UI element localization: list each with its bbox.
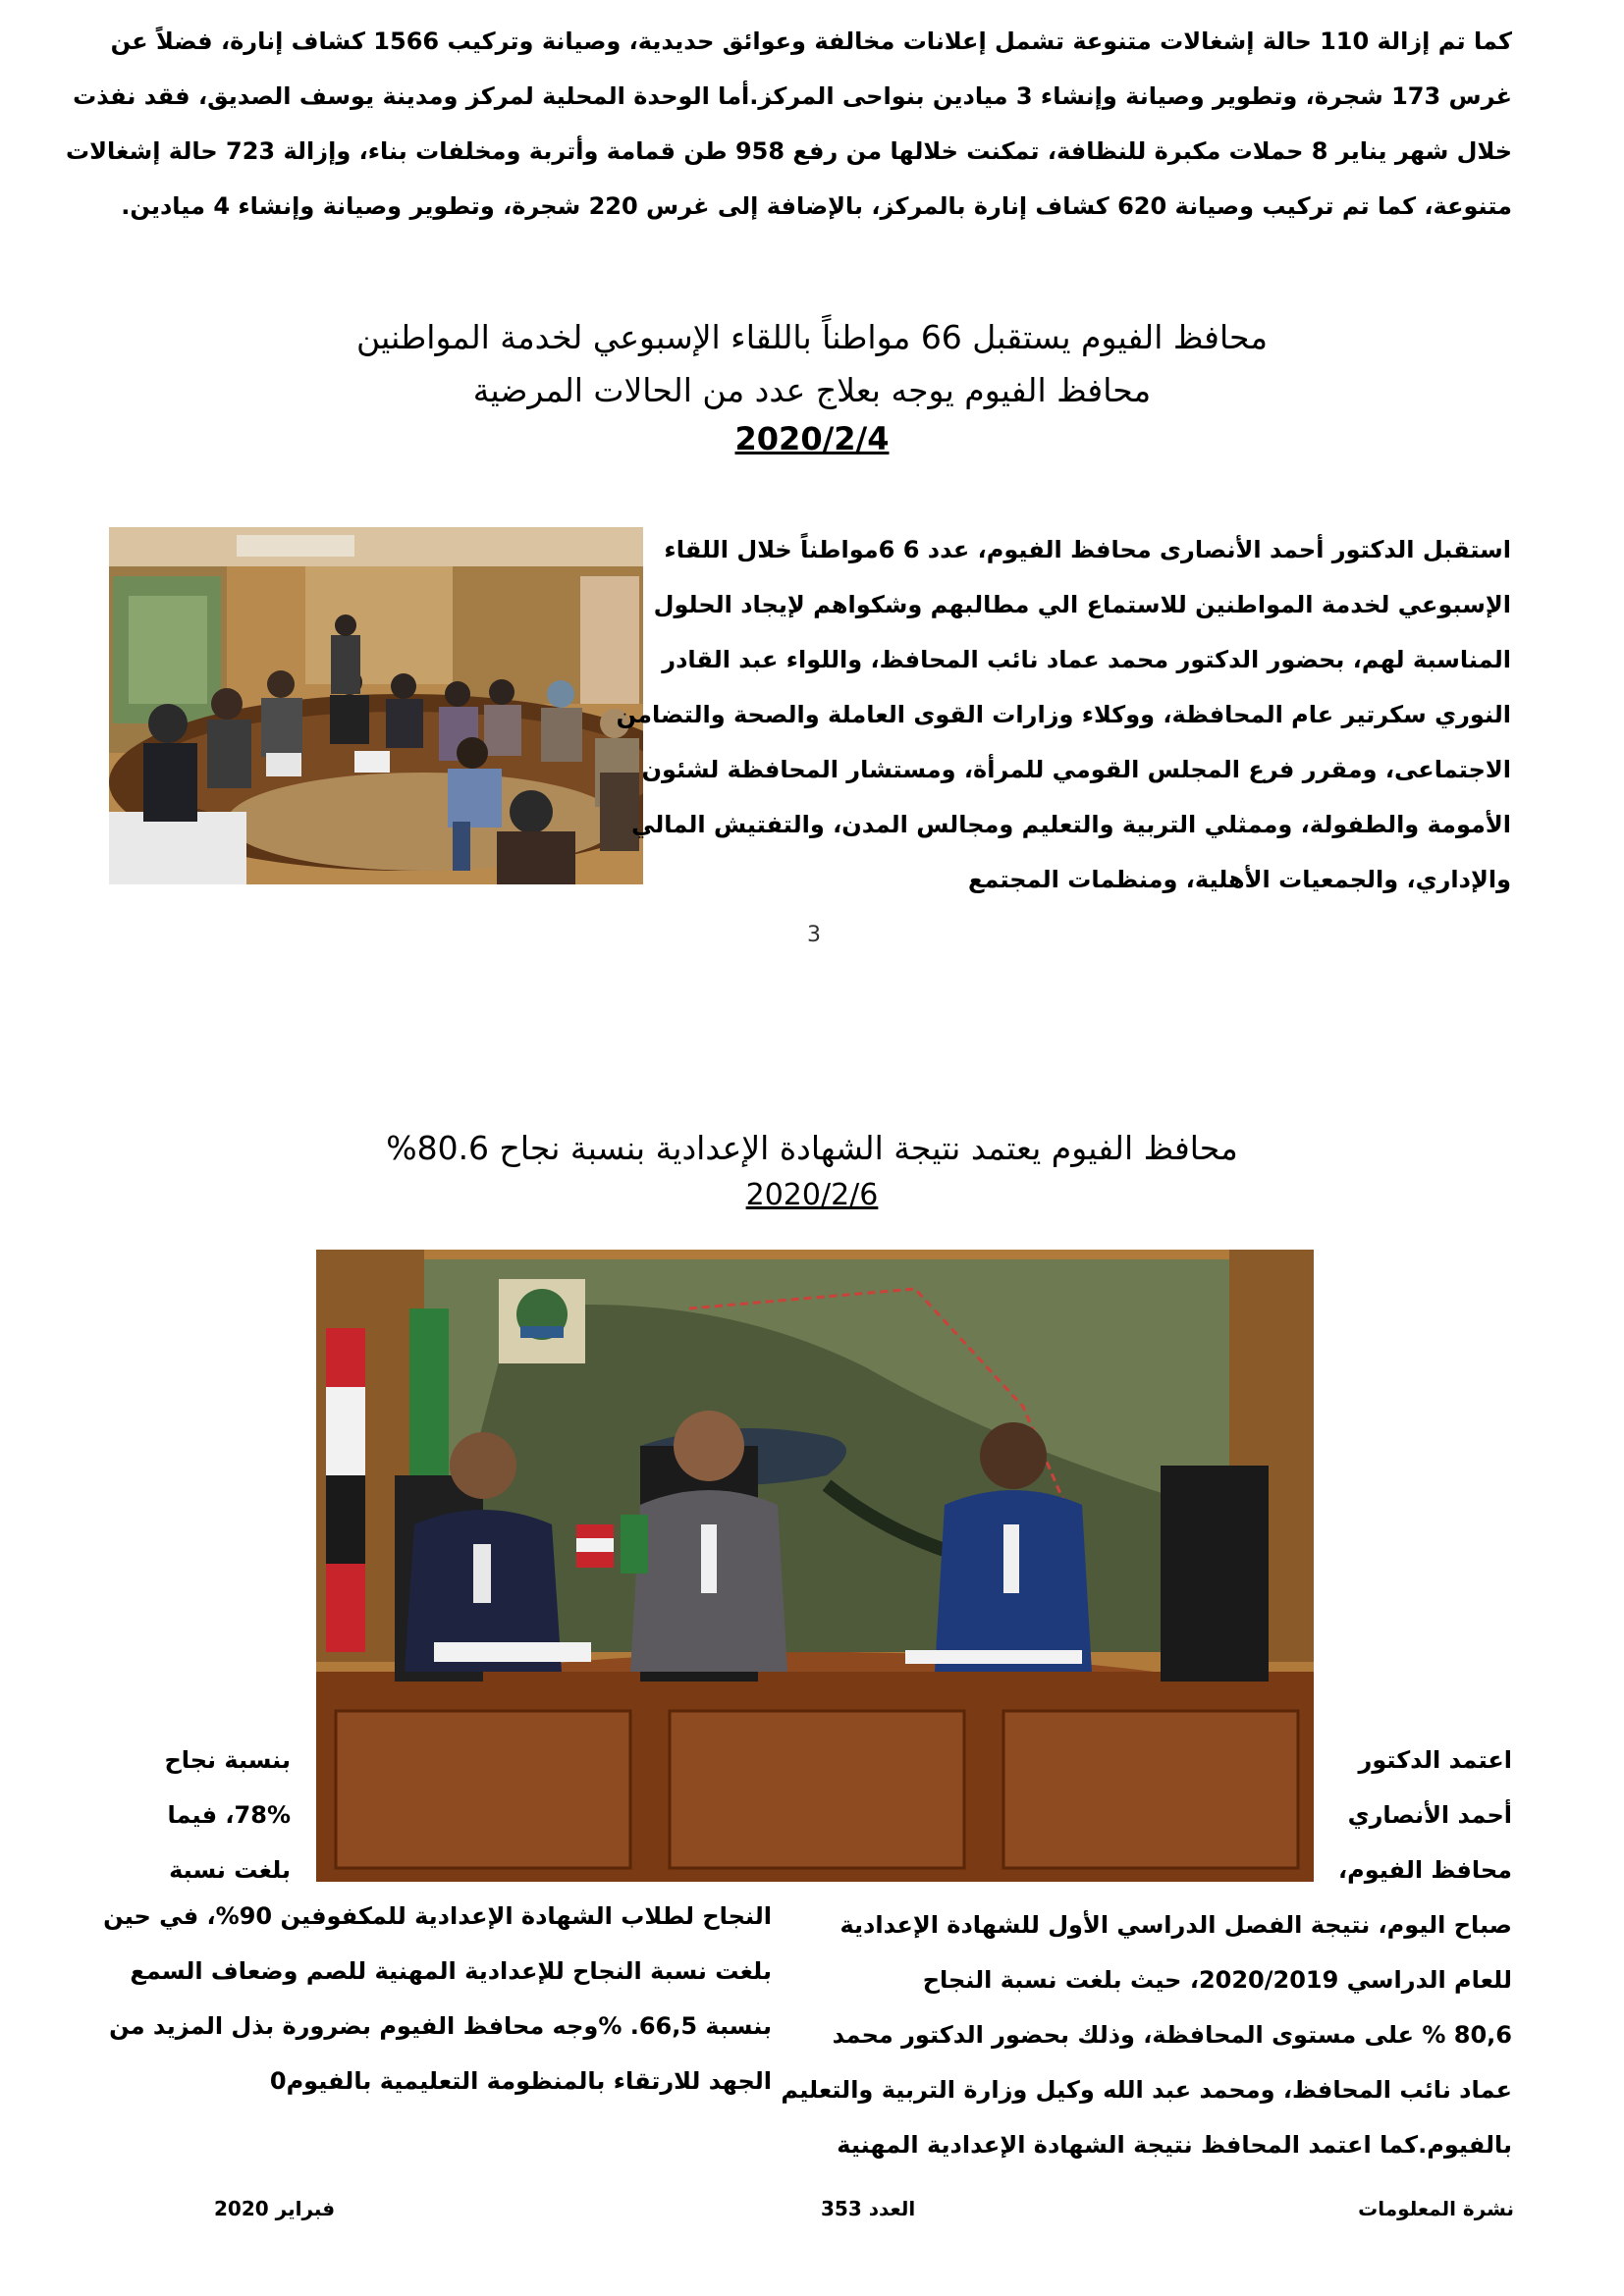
article2-left-narrow-line: بنسبة نجاح <box>164 1746 291 1774</box>
article1-body-line: الإسبوعي لخدمة المواطنين للاستماع الي مطالبهم وشكواهم لإيجاد الحلول <box>653 591 1511 618</box>
article1-body-line: والإداري، والجمعيات الأهلية، ومنظمات المجتمع <box>967 866 1511 893</box>
article2-right-narrow-line: أحمد الأنصاري <box>1347 1801 1512 1829</box>
article1-body-line: النوري سكرتير عام المحافظة، ووكلاء وزارات القوى العاملة والصحة والتضامن <box>616 701 1511 728</box>
meeting-photo <box>109 527 643 884</box>
article2-right-column-line: 80,6 % على مستوى المحافظة، وذلك بحضور الدكتور محمد <box>832 2021 1512 2049</box>
officials-photo-illustration <box>316 1250 1314 1882</box>
article2-title-text: محافظ الفيوم يعتمد نتيجة الشهادة الإعدادية بنسبة نجاح 80.6% <box>386 1129 1238 1167</box>
article2-left-column-line: الجهد للارتقاء بالمنظومة التعليمية بالفيوم0 <box>269 2067 772 2095</box>
article2-left-narrow <box>126 1733 291 1897</box>
article1-date <box>0 420 1624 457</box>
article2-right-column <box>781 1897 1512 2172</box>
page-number: 3 <box>807 923 821 947</box>
footer-issue: العدد 353 <box>821 2197 916 2220</box>
top-paragraph-line: متنوعة، كما تم تركيب وصيانة 620 كشاف إنارة بالمركز، بالإضافة إلى غرس 220 شجرة، وتطوير وصيانة وإنشاء 4 ميادين. <box>121 192 1512 220</box>
footer-date: فبراير 2020 <box>214 2197 336 2220</box>
article1-title-line1 <box>0 312 1624 363</box>
article2-title <box>0 1123 1624 1174</box>
top-paragraph-line: خلال شهر يناير 8 حملات مكبرة للنظافة، تمكنت خلالها من رفع 958 طن قمامة وأتربة ومخلفات بناء، وإزالة 723 حالة إشغالات <box>66 137 1512 165</box>
article1-body-line: الاجتماعى، ومقرر فرع المجلس القومي للمرأة، ومستشار المحافظة لشئون <box>641 756 1511 783</box>
article2-date <box>0 1178 1624 1212</box>
article2-right-column-line: عماد نائب المحافظ، ومحمد عبد الله وكيل وزارة التربية والتعليم <box>781 2076 1512 2104</box>
top-paragraph-line: كما تم إزالة 110 حالة إشغالات متنوعة تشمل إعلانات مخالفة وعوائق حديدية، وصيانة وتركيب 1566 كشاف إنارة، فضلاً عن <box>110 27 1512 55</box>
article2-right-column-line: للعام الدراسي 2020/2019، حيث بلغت نسبة النجاح <box>922 1966 1512 1994</box>
article1-title-line2 <box>0 365 1624 416</box>
article1-body-line: الأمومة والطفولة، وممثلي التربية والتعليم ومجالس المدن، والتفتيش المالي <box>631 811 1511 838</box>
article2-left-column-line: النجاح لطلاب الشهادة الإعدادية للمكفوفين 90%، في حين <box>103 1902 772 1930</box>
article2-right-narrow-line: اعتمد الدكتور <box>1358 1746 1512 1774</box>
article2-right-column-line: صباح اليوم، نتيجة الفصل الدراسي الأول للشهادة الإعدادية <box>839 1911 1512 1939</box>
article2-left-column-line: بنسبة 66,5. %وجه محافظ الفيوم بضرورة بذل المزيد من <box>109 2012 772 2040</box>
article2-date-text: 2020/2/6 <box>745 1178 879 1212</box>
article2-left-narrow-line: 78%، فيما <box>167 1801 291 1829</box>
article1-body-line: استقبل الدكتور أحمد الأنصارى محافظ الفيوم، عدد 6 6مواطناً خلال اللقاء <box>664 536 1511 563</box>
article1-title-line2-text: محافظ الفيوم يوجه بعلاج عدد من الحالات المرضية <box>472 371 1152 409</box>
officials-photo <box>316 1250 1314 1882</box>
article1-body <box>616 522 1511 907</box>
meeting-photo-illustration <box>109 527 643 884</box>
article2-right-narrow-line: محافظ الفيوم، <box>1338 1856 1512 1884</box>
article2-left-column-line: بلغت نسبة النجاح للإعدادية المهنية للصم وضعاف السمع <box>130 1957 772 1985</box>
article2-right-column-line: بالفيوم.كما اعتمد المحافظ نتيجة الشهادة الإعدادية المهنية <box>837 2131 1512 2159</box>
top-paragraph <box>66 14 1512 234</box>
article1-date-text: 2020/2/4 <box>734 420 890 457</box>
article1-title-line1-text: محافظ الفيوم يستقبل 66 مواطناً باللقاء الإسبوعي لخدمة المواطنين <box>356 318 1268 356</box>
article1-body-line: المناسبة لهم، بحضور الدكتور محمد عماد نائب المحافظ، واللواء عبد القادر <box>662 646 1511 673</box>
article2-left-narrow-line: بلغت نسبة <box>169 1856 291 1884</box>
top-paragraph-line: غرس 173 شجرة، وتطوير وصيانة وإنشاء 3 ميادين بنواحى المركز.أما الوحدة المحلية لمركز ومدينة يوسف الصديق، فقد نفذت <box>73 82 1512 110</box>
article2-right-narrow <box>1338 1733 1512 1897</box>
footer-publication: نشرة المعلومات <box>1358 2197 1514 2220</box>
article2-left-column <box>103 1889 772 2109</box>
